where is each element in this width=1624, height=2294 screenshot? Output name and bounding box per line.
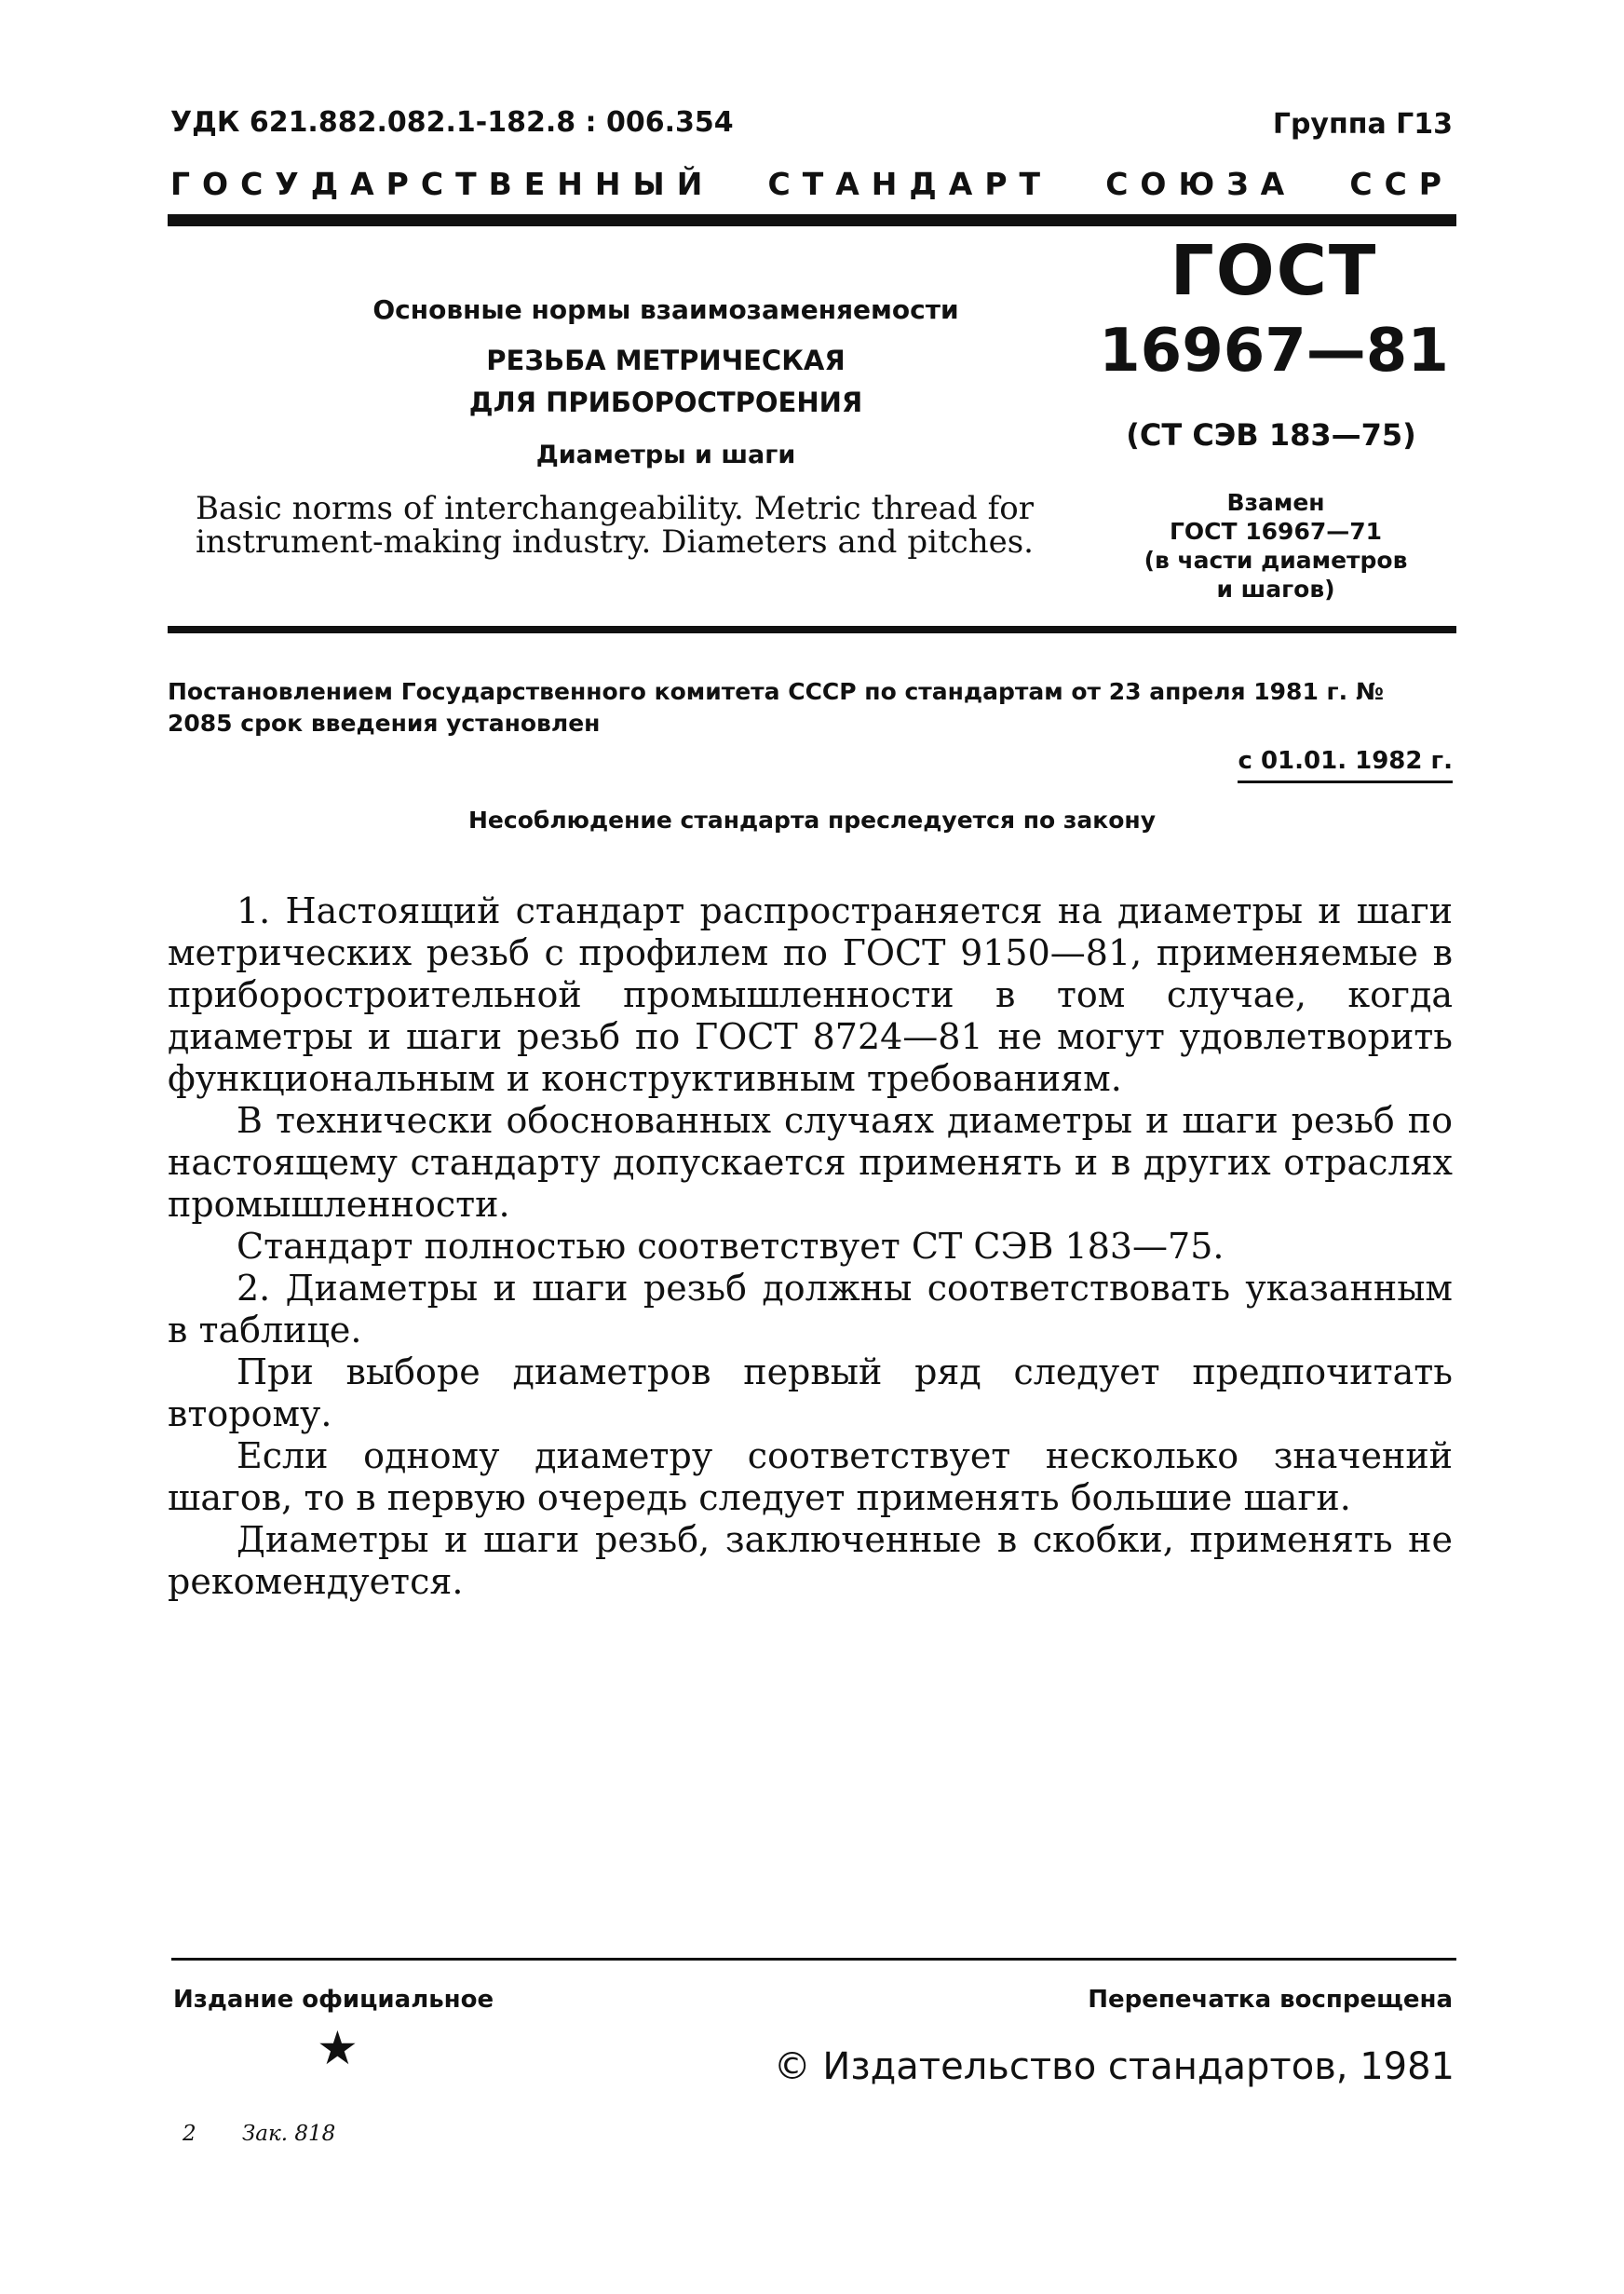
paragraph-3: Стандарт полностью соответствует СТ СЭВ 183—75. (237, 1226, 1225, 1267)
page-number: 2 (183, 2122, 196, 2146)
order-line (183, 2122, 335, 2146)
state-word-2: СТАНДАРТ (767, 166, 1053, 202)
body-text (168, 890, 1453, 1603)
paragraph-6: Если одному диаметру соответствует несколько значений шагов, то в первую очередь следует применять большие шаги. (168, 1435, 1453, 1518)
title-line-4: Диаметры и шаги (535, 441, 796, 469)
replaces-line-4: и шагов) (1216, 576, 1335, 603)
replaces-line-3: (в части диаметров (1144, 547, 1408, 574)
replaces-note (1089, 488, 1462, 604)
paragraph-5: При выборе диаметров первый ряд следует предпочитать второму. (168, 1351, 1453, 1434)
title-line-3: ДЛЯ ПРИБОРОСТРОЕНИЯ (468, 387, 863, 418)
decree-text: Постановлением Государственного комитета СССР по стандартам от 23 апреля 1981 г. № 2085 срок введения установлен (168, 678, 1384, 737)
english-title: Basic norms of interchangeability. Metric thread for instrument-making industry. Diameters and pitches. (196, 490, 1034, 561)
paragraph-7: Диаметры и шаги резьб, заключенные в скобки, применять не рекомендуется. (168, 1519, 1453, 1602)
title-block (279, 294, 1052, 469)
star-icon: ★ (317, 2021, 359, 2075)
replaces-line-1: Взамен (1226, 489, 1325, 516)
header-rule (168, 214, 1456, 226)
title-line-1: Основные нормы взаимозаменяемости (372, 294, 959, 325)
effective-date: с 01.01. 1982 г. (1238, 747, 1453, 783)
paragraph-2: В технически обоснованных случаях диаметры и шаги резьб по настоящему стандарту допускается применять и в других отраслях промышленности. (168, 1100, 1453, 1225)
reprint-prohibited: Перепечатка воспрещена (1088, 1986, 1453, 2014)
gost-number: 16967—81 (1099, 317, 1449, 386)
state-standard-heading (170, 166, 1454, 202)
st-sev-reference: (СТ СЭВ 183—75) (1126, 417, 1416, 453)
udk-code: УДК 621.882.082.1-182.8 : 006.354 (170, 106, 734, 139)
publisher-copyright: © Издательство стандартов, 1981 (773, 2045, 1455, 2088)
law-notice: Несоблюдение стандарта преследуется по закону (468, 807, 1156, 834)
order-number: Зак. 818 (241, 2122, 336, 2146)
footer-rule (171, 1958, 1456, 1961)
title-rule (168, 626, 1456, 633)
paragraph-4: 2. Диаметры и шаги резьб должны соответствовать указанным в таблице. (168, 1268, 1453, 1351)
group-code: Группа Г13 (1272, 108, 1453, 141)
paragraph-1: 1. Настоящий стандарт распространяется на диаметры и шаги метрических резьб с профилем по ГОСТ 9150—81, применяемые в приборостроительной промышленности в том случае, когда диаметры и шаги резьб по ГОСТ 8724—81 не могут удовлетворить функциональным и конструктивным требованиям. (168, 890, 1453, 1099)
replaces-line-2: ГОСТ 16967—71 (1169, 518, 1383, 545)
title-line-2: РЕЗЬБА МЕТРИЧЕСКАЯ (486, 345, 846, 376)
gost-label: ГОСТ (1170, 231, 1378, 311)
state-word-1: ГОСУДАРСТВЕННЫЙ (170, 166, 715, 202)
state-word-4: ССР (1349, 166, 1454, 202)
official-edition: Издание официальное (173, 1986, 494, 2014)
state-word-3: СОЮЗА (1105, 166, 1297, 202)
